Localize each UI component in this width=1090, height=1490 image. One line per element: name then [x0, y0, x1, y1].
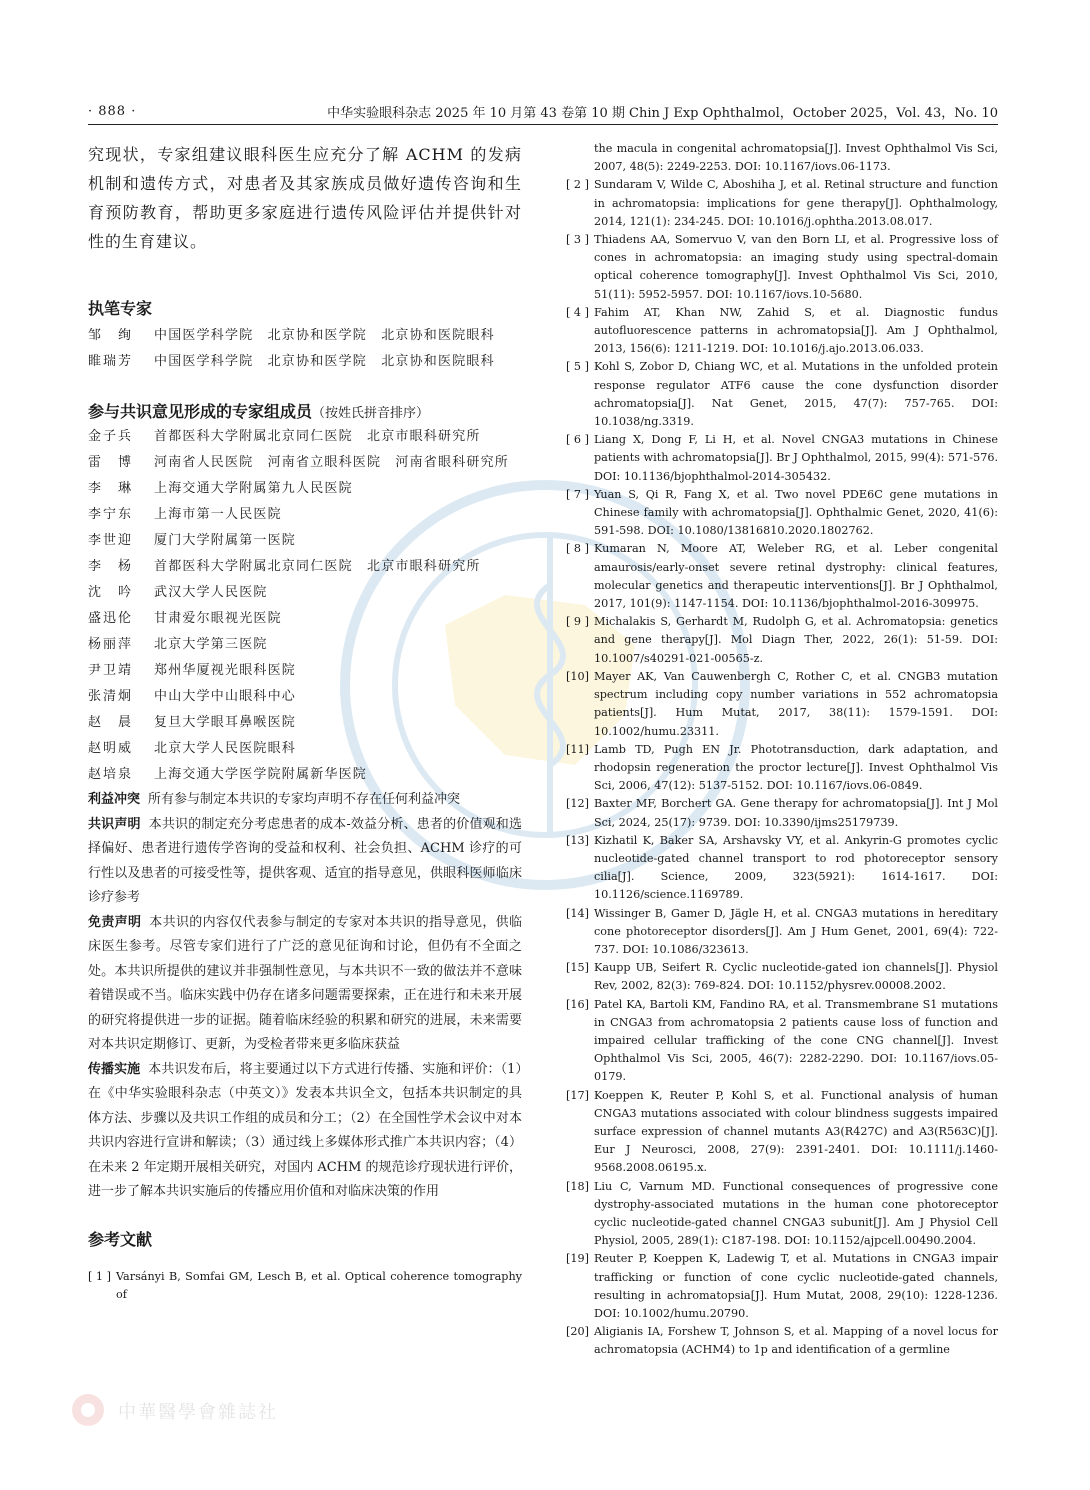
lead-experts-title: 执笔专家	[88, 299, 153, 318]
panel-member-row	[88, 424, 522, 450]
reference-item	[566, 304, 998, 359]
reference-item	[566, 832, 998, 905]
reference-item	[566, 358, 998, 431]
reference-number: [13]	[566, 833, 589, 847]
reference-text: Yuan S, Qi R, Fang X, et al. Two novel PDE6C gene mutations in Chinese family with achromatopsia[J]. Ophthalmic Genet, 2020, 41(6): 591-598. DOI: 10.1080/13816810.2020.1802762.	[594, 487, 998, 538]
member-name: 李 杨	[88, 559, 134, 574]
references-title: 参考文献	[88, 1229, 153, 1249]
reference-item	[566, 1178, 998, 1251]
reference-text: Kizhatil K, Baker SA, Arshavsky VY, et al. Ankyrin-G promotes cyclic nucleotide-gated channel transport to rod photoreceptor sensory cilia[J]. Science, 2009, 323(5921): 1614-1617. DOI: 10.1126/science.1169789.	[594, 833, 998, 902]
reference-text: Kohl S, Zobor D, Chiang WC, et al. Mutations in the unfolded protein response regulator ATF6 cause the cone dysfunction disorder achromatopsia[J]. Nat Genet, 2015, 47(7): 757-765. DOI: 10.1038/ng.3319.	[594, 360, 998, 429]
expert-name: 邹 绚	[88, 328, 134, 343]
lead-experts-list	[88, 323, 522, 375]
member-name: 李宁东	[88, 507, 134, 522]
reference-number: [ 2 ]	[566, 178, 589, 192]
publisher-logo	[70, 1392, 490, 1432]
reference-number: [12]	[566, 797, 589, 811]
panel-member-row	[88, 554, 522, 580]
reference-text: Kaupp UB, Seifert R. Cyclic nucleotide-gated ion channels[J]. Physiol Rev, 2002, 82(3): 769-824. DOI: 10.1152/physrev.00008.2002.	[594, 961, 998, 993]
statement-conflict	[88, 788, 522, 813]
statement-consensus	[88, 813, 522, 911]
reference-item	[566, 176, 998, 231]
statement-disclaimer	[88, 911, 522, 1058]
panel-member-row	[88, 580, 522, 606]
statements	[88, 788, 522, 1205]
member-affiliation: 首都医科大学附属北京同仁医院 北京市眼科研究所	[154, 559, 481, 574]
member-name: 金子兵	[88, 429, 134, 444]
reference-number: [ 7 ]	[566, 487, 589, 501]
member-name: 雷 博	[88, 455, 134, 470]
member-affiliation: 河南省人民医院 河南省立眼科医院 河南省眼科研究所	[154, 455, 510, 470]
member-affiliation: 郑州华厦视光眼科医院	[154, 663, 297, 678]
panel-member-row	[88, 684, 522, 710]
reference-item	[566, 996, 998, 1087]
publisher-logo-icon	[70, 1392, 106, 1428]
expert-affiliation: 中国医学科学院 北京协和医学院 北京协和医院眼科	[154, 328, 495, 343]
statement-text: 本共识发布后，将主要通过以下方式进行传播、实施和评价：（1）在《中华实验眼科杂志（中英文）》发表本共识全文，包括本共识制定的具体方法、步骤以及共识工作组的成员和分工；（2）在全国性学术会议中对本共识内容进行宣讲和解读；（3）通过线上多媒体形式推广本共识内容；（4）在未来 2 年定期开展相关研究，对国内 ACHM 的规范诊疗现状进行评价，进一步了解本共识实施后的传播应用价值和对临床决策的作用	[88, 1061, 522, 1199]
page-number: · 888 ·	[88, 104, 137, 119]
reference-number: [15]	[566, 961, 589, 975]
panel-member-row	[88, 658, 522, 684]
member-affiliation: 首都医科大学附属北京同仁医院 北京市眼科研究所	[154, 429, 481, 444]
reference-number: [16]	[566, 997, 589, 1011]
reference-text: Koeppen K, Reuter P, Kohl S, et al. Functional analysis of human CNGA3 mutations associated with colour blindness suggests impaired surface expression of channel mutants A3(R427C) and A3(R563C)[J]. Eur J Neurosci, 2008, 27(9): 2391-2401. DOI: 10.1111/j.1460-9568.2008.06195.x.	[594, 1088, 998, 1175]
panel-member-row	[88, 528, 522, 554]
panel-member-row	[88, 476, 522, 502]
reference-text: Michalakis S, Gerhardt M, Rudolph G, et al. Achromatopsia: genetics and gene therapy[J]. Mol Diagn Ther, 2022, 26(1): 51-59. DOI: 10.1007/s40291-021-00565-z.	[594, 615, 998, 665]
reference-continuation: the macula in congenital achromatopsia[J]. Invest Ophthalmol Vis Sci, 2007, 48(5): 2249-2253. DOI: 10.1167/iovs.06-1173.	[594, 142, 998, 174]
reference-item	[566, 795, 998, 831]
reference-text: Patel KA, Bartoli KM, Fandino RA, et al. Transmembrane S1 mutations in CNGA3 from achromatopsia 2 patients cause loss of function and impaired cellular trafficking of the cone CNG channel[J]. Invest Ophthalmol Vis Sci, 2005, 46(7): 2282-2290. DOI: 10.1167/iovs.05-0179.	[594, 997, 998, 1084]
member-name: 赵培泉	[88, 767, 134, 782]
publisher-logo-text: 中華醫學會雜誌社	[118, 1402, 278, 1423]
reference-text: Fahim AT, Khan NW, Zahid S, et al. Diagnostic fundus autofluorescence patterns in achromatopsia[J]. Am J Ophthalmol, 2013, 156(6): 1211-1219. DOI: 10.1016/j.ajo.2013.06.033.	[594, 305, 998, 356]
reference-item	[566, 431, 998, 486]
intro-paragraph: 究现状，专家组建议眼科医生应充分了解 ACHM 的发病机制和遗传方式，对患者及其家族成员做好遗传咨询和生育预防教育，帮助更多家庭进行遗传风险评估并提供针对性的生育建议。	[88, 145, 522, 251]
reference-number: [19]	[566, 1252, 589, 1266]
reference-number: [11]	[566, 742, 589, 756]
reference-number: [18]	[566, 1179, 589, 1193]
panel-member-row	[88, 502, 522, 528]
reference-item	[88, 1268, 522, 1304]
right-column	[566, 140, 998, 1360]
reference-item	[566, 668, 998, 741]
statement-label: 免责声明	[88, 914, 142, 930]
member-affiliation: 北京大学人民医院眼科	[154, 741, 297, 756]
member-affiliation: 厦门大学附属第一医院	[154, 533, 297, 548]
reference-item	[566, 1323, 998, 1359]
expert-row	[88, 323, 522, 349]
statement-label: 共识声明	[88, 816, 141, 832]
reference-number: [10]	[566, 669, 589, 683]
reference-number: [ 5 ]	[566, 360, 589, 374]
reference-item	[566, 1087, 998, 1178]
statement-text: 所有参与制定本共识的专家均声明不存在任何利益冲突	[148, 792, 461, 807]
member-affiliation: 复旦大学眼耳鼻喉医院	[154, 715, 297, 730]
member-affiliation: 上海交通大学附属第九人民医院	[154, 481, 353, 496]
expert-name: 睢瑞芳	[88, 354, 134, 369]
member-affiliation: 武汉大学人民医院	[154, 585, 268, 600]
member-affiliation: 中山大学中山眼科中心	[154, 689, 297, 704]
panel-title	[88, 399, 522, 422]
panel-member-row	[88, 762, 522, 788]
reference-text: Liang X, Dong F, Li H, et al. Novel CNGA3 mutations in Chinese patients with achromatopsia[J]. Br J Ophthalmol, 2015, 99(4): 571-576. DOI: 10.1136/bjophthalmol-2014-305432.	[594, 433, 998, 483]
member-name: 赵明威	[88, 741, 134, 756]
member-name: 赵 晨	[88, 715, 134, 730]
expert-affiliation: 中国医学科学院 北京协和医学院 北京协和医院眼科	[154, 354, 495, 369]
member-name: 杨丽萍	[88, 637, 134, 652]
reference-number: [ 3 ]	[566, 233, 589, 247]
reference-number: [20]	[566, 1325, 589, 1339]
reference-text: Wissinger B, Gamer D, Jägle H, et al. CNGA3 mutations in hereditary cone photoreceptor disorders[J]. Am J Hum Genet, 2001, 69(4): 722-737. DOI: 10.1086/323613.	[594, 906, 998, 956]
reference-number: [ 9 ]	[566, 615, 589, 629]
reference-text: Lamb TD, Pugh EN Jr. Phototransduction, dark adaptation, and rhodopsin regeneration the proctor lecture[J]. Invest Ophthalmol Vis Sci, 2006, 47(12): 5137-5152. DOI: 10.1167/iovs.06-0849.	[594, 742, 998, 793]
member-affiliation: 甘肃爱尔眼视光医院	[154, 611, 282, 626]
panel-member-row	[88, 450, 522, 476]
panel-member-row	[88, 710, 522, 736]
panel-title-text: 参与共识意见形成的专家组成员	[88, 402, 313, 421]
statement-dissemination	[88, 1058, 522, 1205]
reference-text: Sundaram V, Wilde C, Aboshiha J, et al. Retinal structure and function in achromatopsia: implications for gene therapy[J]. Ophthalmology, 2014, 121(1): 234-245. DOI: 10.1016/j.ophtha.2013.08.017.	[594, 178, 998, 228]
statement-text: 本共识的制定充分考虑患者的成本-效益分析、患者的价值观和选择偏好、患者进行遗传学咨询的受益和权利、社会负担、ACHM 诊疗的可行性以及患者的可接受性等，提供客观、适宜的指导意见，供眼科医师临床诊疗参考	[88, 816, 522, 905]
panel-list	[88, 424, 522, 788]
reference-text: Reuter P, Koeppen K, Ladewig T, et al. Mutations in CNGA3 impair trafficking or function of cone cyclic nucleotide-gated channels, resulting in achromatopsia[J]. Hum Mutat, 2008, 29(10): 1228-1236. DOI: 10.1002/humu.20790.	[594, 1252, 998, 1320]
journal-header: 中华实验眼科杂志 2025 年 10 月第 43 卷第 10 期 Chin J Exp Ophthalmol，October 2025，Vol. 43，No. 10	[327, 106, 998, 121]
reference-item	[566, 540, 998, 613]
member-name: 李世迎	[88, 533, 134, 548]
panel-member-row	[88, 606, 522, 632]
reference-item	[566, 613, 998, 668]
member-affiliation: 上海市第一人民医院	[154, 507, 282, 522]
statement-text: 本共识的内容仅代表参与制定的专家对本共识的指导意见，供临床医生参考。尽管专家们进行了广泛的意见征询和讨论，但仍有不全面之处。本共识所提供的建议并非强制性意见，与本共识不一致的做法并不意味着错误或不当。临床实践中仍存在诸多问题需要探索，正在进行和未来开展的研究将提供进一步的证据。随着临床经验的积累和研究的进展，未来需要对本共识定期修订、更新，为受检者带来更多临床获益	[88, 914, 522, 1052]
member-name: 盛迅伦	[88, 611, 134, 626]
reference-number: [ 6 ]	[566, 433, 589, 447]
reference-number: [ 8 ]	[566, 542, 589, 556]
reference-item	[566, 486, 998, 541]
panel-member-row	[88, 632, 522, 658]
reference-item	[566, 905, 998, 960]
reference-item	[566, 1250, 998, 1323]
reference-item	[566, 231, 998, 304]
member-name: 李 琳	[88, 481, 134, 496]
reference-text: Thiadens AA, Somervuo V, van den Born LI, et al. Progressive loss of cones in achromatopsia: an imaging study using spectral-domain optical coherence tomography[J]. Invest Ophthalmol Vis Sci, 2010, 51(11): 5952-5957. DOI: 10.1167/iovs.10-5680.	[594, 233, 998, 301]
reference-text: Liu C, Varnum MD. Functional consequences of progressive cone dystrophy-associated mutations in the human cone photoreceptor cyclic nucleotide-gated channel CNGA3 subunit[J]. Am J Physiol Cell Physiol, 2005, 289(1): C187-198. DOI: 10.1152/ajpcell.00490.2004.	[594, 1179, 998, 1248]
reference-number: [17]	[566, 1088, 589, 1102]
reference-item	[566, 959, 998, 995]
panel-title-note: （按姓氏拼音排序）	[312, 406, 430, 421]
member-name: 尹卫靖	[88, 663, 134, 678]
reference-text: Mayer AK, Van Cauwenbergh C, Rother C, et al. CNGB3 mutation spectrum including copy number variations in 552 achromatopsia patients[J]. Hum Mutat, 2017, 38(11): 1579-1591. DOI: 10.1002/humu.23311.	[594, 669, 998, 738]
expert-row	[88, 349, 522, 375]
member-affiliation: 北京大学第三医院	[154, 637, 268, 652]
reference-text: Varsányi B, Somfai GM, Lesch B, et al. Optical coherence tomography of	[116, 1269, 522, 1301]
member-name: 沈 吟	[88, 585, 134, 600]
reference-text: Kumaran N, Moore AT, Weleber RG, et al. Leber congenital amaurosis/early-onset severe retinal dystrophy: clinical features, molecular genetics and therapeutic interventions[J]. Br J Ophthalmol, 2017, 101(9): 1147-1154. DOI: 10.1136/bjophthalmol-2016-309975.	[594, 542, 998, 611]
member-name: 张清炯	[88, 689, 134, 704]
reference-item	[566, 741, 998, 796]
statement-label: 利益冲突	[88, 792, 141, 807]
panel-member-row	[88, 736, 522, 762]
statement-label: 传播实施	[88, 1061, 141, 1077]
reference-number: [ 1 ]	[88, 1269, 111, 1283]
reference-text: Baxter MF, Borchert GA. Gene therapy for achromatopsia[J]. Int J Mol Sci, 2024, 25(17): 9739. DOI: 10.3390/ijms25179739.	[594, 797, 998, 829]
reference-number: [14]	[566, 906, 589, 920]
reference-number: [ 4 ]	[566, 305, 589, 319]
left-column	[88, 140, 522, 1304]
reference-list	[566, 176, 998, 1359]
reference-text: Aligianis IA, Forshew T, Johnson S, et al. Mapping of a novel locus for achromatopsia (ACHM4) to 1p and identification of a germline	[594, 1325, 998, 1357]
header-rule	[88, 124, 998, 125]
member-affiliation: 上海交通大学医学院附属新华医院	[154, 767, 368, 782]
